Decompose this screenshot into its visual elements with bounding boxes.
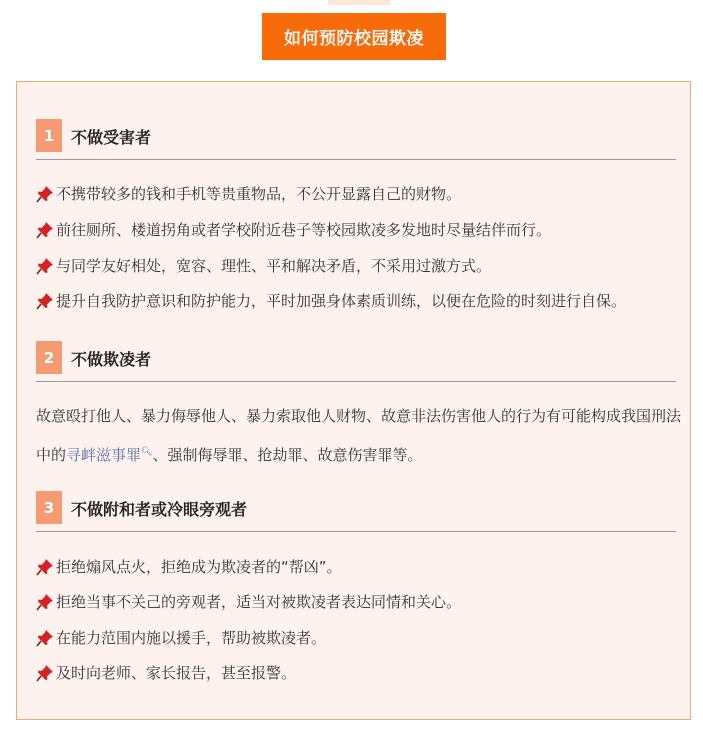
list-item <box>36 290 626 311</box>
content-panel <box>16 81 691 720</box>
pushpin-icon <box>36 558 54 576</box>
list-item-text: 及时向老师、家长报告，甚至报警。 <box>56 664 297 682</box>
top-decoration-tab <box>328 0 390 5</box>
list-item <box>36 183 461 204</box>
list-item <box>36 627 326 648</box>
section-title: 不做受害者 <box>71 128 152 147</box>
crime-link[interactable]: 寻衅滋事罪 <box>66 446 142 464</box>
list-item <box>36 556 342 577</box>
list-item <box>36 255 491 276</box>
list-item-text: 拒绝当事不关己的旁观者，适当对被欺凌者表达同情和关心。 <box>56 593 462 611</box>
section-title: 不做欺凌者 <box>71 350 152 369</box>
paragraph-text: 故意殴打他人、暴力侮辱他人、暴力索取他人财物、故意非法伤害他人的行为有可能构成我国刑法中的 <box>36 407 682 464</box>
section-header-3 <box>36 491 676 532</box>
list-item <box>36 591 461 612</box>
pushpin-icon <box>36 185 54 203</box>
list-item <box>36 662 296 683</box>
paragraph-text: 、强制侮辱罪、抢劫罪、故意伤害罪等。 <box>152 446 423 464</box>
section-header-2 <box>36 341 676 382</box>
section-paragraph <box>36 398 681 473</box>
list-item <box>36 219 551 240</box>
section-number-badge: 1 <box>36 119 62 152</box>
section-title: 不做附和者或冷眼旁观者 <box>71 500 248 519</box>
list-item-text: 提升自我防护意识和防护能力，平时加强身体素质训练，以便在危险的时刻进行自保。 <box>56 292 627 310</box>
section-number-badge: 2 <box>36 341 62 374</box>
search-icon[interactable]: 🔍︎ <box>141 447 153 457</box>
pushpin-icon <box>36 221 54 239</box>
list-item-text: 在能力范围内施以援手，帮助被欺凌者。 <box>56 629 327 647</box>
pushpin-icon <box>36 292 54 310</box>
page-title: 如何预防校园欺凌 <box>262 13 446 60</box>
pushpin-icon <box>36 664 54 682</box>
pushpin-icon <box>36 593 54 611</box>
list-item-text: 与同学友好相处，宽容、理性、平和解决矛盾，不采用过激方式。 <box>56 257 492 275</box>
list-item-text: 拒绝煽风点火，拒绝成为欺凌者的“帮凶”。 <box>56 558 342 576</box>
section-header-1 <box>36 119 676 160</box>
pushpin-icon <box>36 257 54 275</box>
list-item-text: 不携带较多的钱和手机等贵重物品，不公开显露自己的财物。 <box>56 185 462 203</box>
section-number-badge: 3 <box>36 491 62 524</box>
pushpin-icon <box>36 629 54 647</box>
list-item-text: 前往厕所、楼道拐角或者学校附近巷子等校园欺凌多发地时尽量结伴而行。 <box>56 221 552 239</box>
